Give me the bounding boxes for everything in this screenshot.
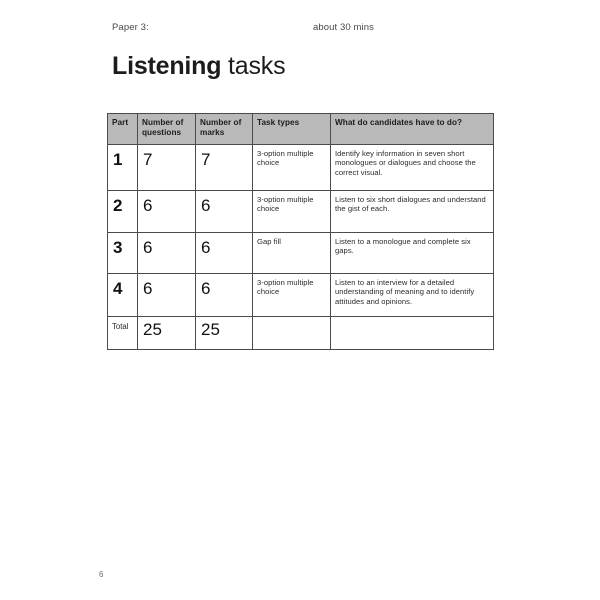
cell-task-type: 3-option multiple choice: [253, 190, 331, 232]
cell-task-type: Gap fill: [253, 232, 331, 273]
column-header-task-types: Task types: [253, 114, 331, 145]
column-header-questions: Number of questions: [138, 114, 196, 145]
cell-part: 3: [108, 232, 138, 273]
cell-total-marks: 25: [196, 316, 253, 349]
cell-what-to-do: Listen to a monologue and complete six gaps.: [331, 232, 494, 273]
cell-questions: 6: [138, 190, 196, 232]
listening-tasks-table: [107, 113, 494, 350]
page-title: [112, 52, 285, 81]
table-header-row: [108, 114, 494, 145]
cell-total-what-to-do: [331, 316, 494, 349]
cell-part: 4: [108, 273, 138, 316]
cell-part: 2: [108, 190, 138, 232]
table-row: [108, 232, 494, 273]
cell-total-label: Total: [108, 316, 138, 349]
cell-total-task-type: [253, 316, 331, 349]
paper-timing: about 30 mins: [313, 22, 374, 33]
cell-questions: 6: [138, 273, 196, 316]
cell-task-type: 3-option multiple choice: [253, 144, 331, 190]
cell-what-to-do: Listen to six short dialogues and understand the gist of each.: [331, 190, 494, 232]
cell-part: 1: [108, 144, 138, 190]
cell-task-type: 3-option multiple choice: [253, 273, 331, 316]
cell-marks: 7: [196, 144, 253, 190]
page-number: 6: [99, 570, 104, 579]
page-title-strong: Listening: [112, 52, 222, 80]
column-header-part: Part: [108, 114, 138, 145]
cell-marks: 6: [196, 232, 253, 273]
table-total-row: [108, 316, 494, 349]
cell-total-questions: 25: [138, 316, 196, 349]
cell-what-to-do: Listen to an interview for a detailed understanding of meaning and to identify attitudes and opinions.: [331, 273, 494, 316]
column-header-marks: Number of marks: [196, 114, 253, 145]
cell-questions: 7: [138, 144, 196, 190]
paper-label: Paper 3:: [112, 22, 149, 33]
table-row: [108, 273, 494, 316]
table-row: [108, 144, 494, 190]
column-header-what-to-do: What do candidates have to do?: [331, 114, 494, 145]
cell-questions: 6: [138, 232, 196, 273]
running-head: [0, 22, 600, 38]
cell-what-to-do: Identify key information in seven short monologues or dialogues and choose the correct visual.: [331, 144, 494, 190]
table-row: [108, 190, 494, 232]
page-title-light: tasks: [221, 52, 286, 80]
cell-marks: 6: [196, 273, 253, 316]
cell-marks: 6: [196, 190, 253, 232]
